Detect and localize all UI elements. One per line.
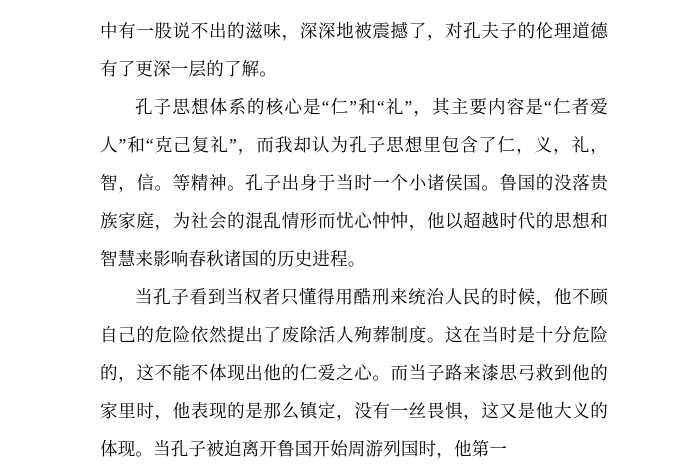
paragraph-confucius-core: 孔子思想体系的核心是“仁”和“礼”，其主要内容是“仁者爱人”和“克己复礼”，而我却认为孔子思想里包含了仁，义，礼，智，信。等精神。孔子出身于当时一个小诸侯国。鲁国的没落贵族家庭，为社会的混乱情形而忧心忡忡，他以超越时代的思想和智慧来影响春秋诸国的历史进程。 xyxy=(100,97,608,269)
paragraph-confucius-benevolence: 当孔子看到当权者只懂得用酷刑来统治人民的时候，他不顾自己的危险依然提出了废除活人殉葬制度。这在当时是十分危险的，这不能不体现出他的仁爱之心。而当子路来漆思弓救到他的家里时，他表现的是那么镇定，没有一丝畏惧，这又是他大义的体现。当孔子被迫离开鲁国开始周游列国时，他第一 xyxy=(100,287,608,459)
document-text-body xyxy=(100,12,608,468)
paragraph-continued: 中有一股说不出的滋味，深深地被震撼了，对孔夫子的伦理道德有了更深一层的了解。 xyxy=(100,21,608,79)
